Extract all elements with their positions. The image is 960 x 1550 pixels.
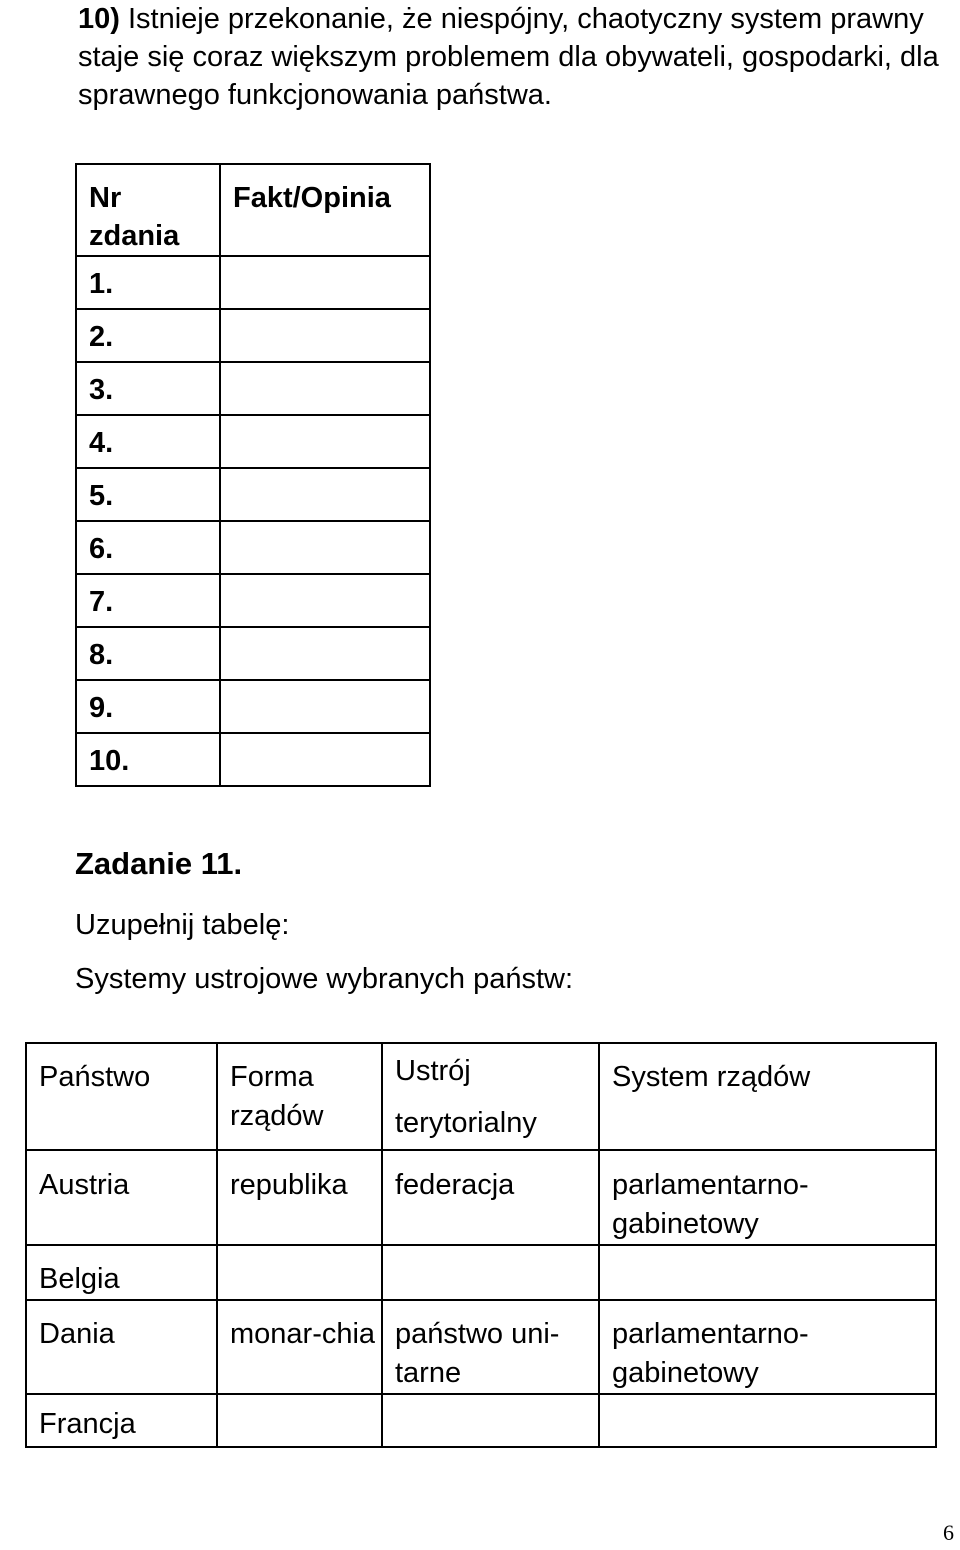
row-number: 10. [76, 733, 220, 786]
header-form-of-government: Forma rządów [217, 1043, 382, 1150]
system-cell: parlamentarno-gabinetowy [599, 1300, 936, 1394]
fact-opinion-table [75, 163, 431, 787]
question-text: Istnieje przekonanie, że niespójny, chaotyczny system prawny staje się coraz większym problemem dla obywateli, gospodarki, dla sprawnego funkcjonowania państwa. [78, 3, 939, 111]
row-number: 1. [76, 256, 220, 309]
system-cell[interactable] [599, 1245, 936, 1300]
row-number: 3. [76, 362, 220, 415]
row-number: 9. [76, 680, 220, 733]
country-cell: Francja [26, 1394, 217, 1447]
page-number: 6 [943, 1520, 954, 1545]
answer-cell[interactable] [220, 733, 430, 786]
answer-cell[interactable] [220, 521, 430, 574]
row-number: 2. [76, 309, 220, 362]
task-title: Zadanie 11. [75, 846, 243, 881]
row-number: 6. [76, 521, 220, 574]
territorial-cell: federacja [382, 1150, 599, 1245]
territorial-cell[interactable] [382, 1394, 599, 1447]
country-cell: Dania [26, 1300, 217, 1394]
header-country: Państwo [26, 1043, 217, 1150]
answer-cell[interactable] [220, 468, 430, 521]
question-number: 10) [78, 3, 120, 35]
form-cell[interactable] [217, 1394, 382, 1447]
header-fact-opinion: Fakt/Opinia [220, 164, 430, 256]
intro-paragraph [78, 0, 958, 114]
answer-cell[interactable] [220, 309, 430, 362]
country-cell: Belgia [26, 1245, 217, 1300]
answer-cell[interactable] [220, 680, 430, 733]
territorial-cell[interactable] [382, 1245, 599, 1300]
row-number: 8. [76, 627, 220, 680]
row-number: 7. [76, 574, 220, 627]
task-instruction: Uzupełnij tabelę: [75, 909, 290, 941]
row-number: 4. [76, 415, 220, 468]
system-cell: parlamentarno-gabinetowy [599, 1150, 936, 1245]
header-territorial-system: Ustrój terytorialny [382, 1043, 599, 1150]
political-systems-table [25, 1042, 937, 1448]
form-cell: monar-chia [217, 1300, 382, 1394]
system-cell[interactable] [599, 1394, 936, 1447]
task-subtitle: Systemy ustrojowe wybranych państw: [75, 963, 574, 995]
form-cell: republika [217, 1150, 382, 1245]
answer-cell[interactable] [220, 256, 430, 309]
answer-cell[interactable] [220, 627, 430, 680]
header-sentence-number: Nr zdania [76, 164, 220, 256]
answer-cell[interactable] [220, 415, 430, 468]
header-system-of-government: System rządów [599, 1043, 936, 1150]
country-cell: Austria [26, 1150, 217, 1245]
answer-cell[interactable] [220, 574, 430, 627]
form-cell[interactable] [217, 1245, 382, 1300]
answer-cell[interactable] [220, 362, 430, 415]
row-number: 5. [76, 468, 220, 521]
task-text [75, 898, 573, 1006]
territorial-cell: państwo uni-tarne [382, 1300, 599, 1394]
